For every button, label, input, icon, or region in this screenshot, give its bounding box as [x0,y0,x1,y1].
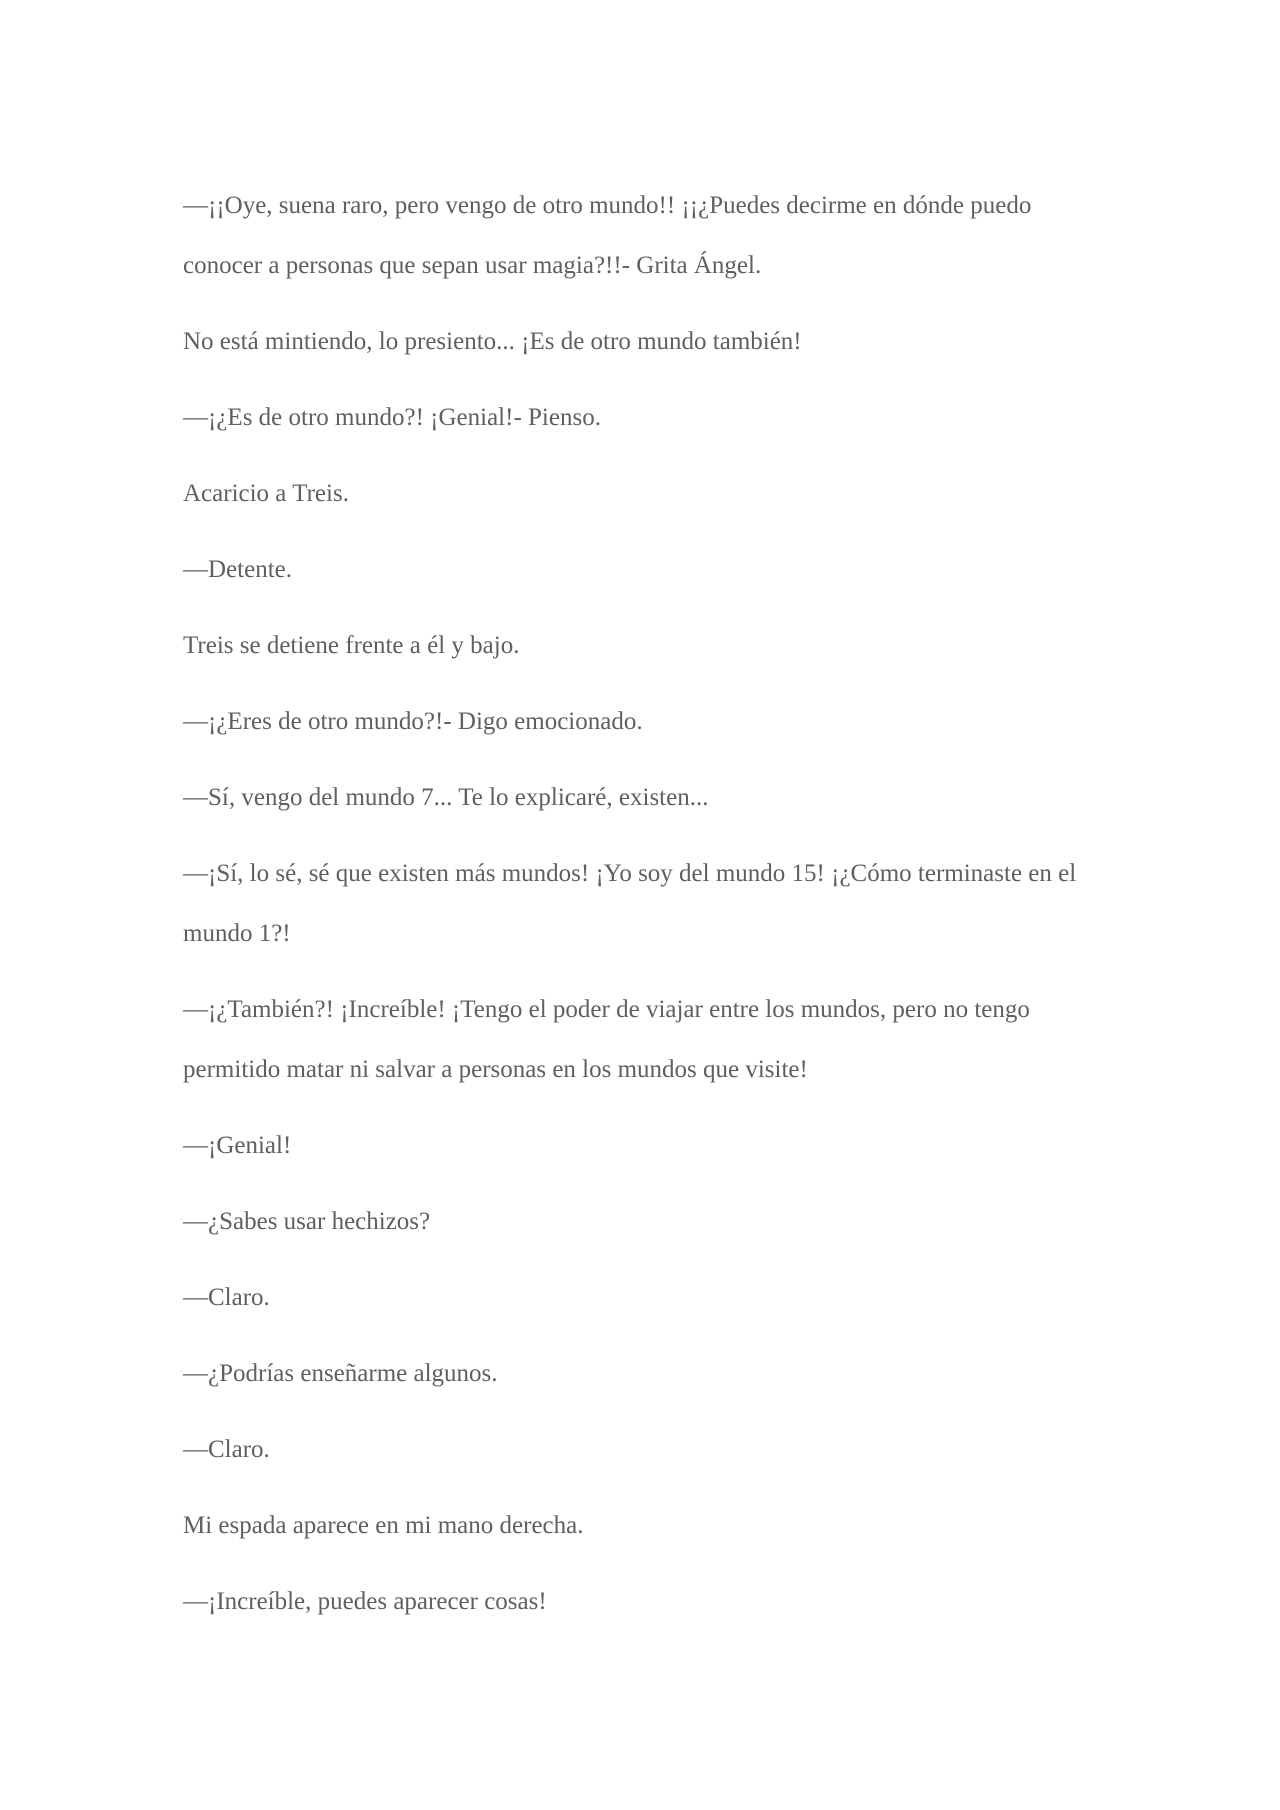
paragraph-1: —¡¡Oye, suena raro, pero vengo de otro mundo!! ¡¡¿Puedes decirme en dónde puedo conocer a personas que sepan usar magia?!!- Grita Ángel. [183,192,1032,279]
paragraph-11: —¡Genial! [183,1132,292,1159]
paragraph-7: —¡¿Eres de otro mundo?!- Digo emocionado. [183,708,643,735]
paragraph-2: No está mintiendo, lo presiento... ¡Es de otro mundo también! [183,328,802,355]
paragraph-9: —¡Sí, lo sé, sé que existen más mundos! ¡Yo soy del mundo 15! ¡¿Cómo terminaste en el mundo 1?! [183,860,1077,947]
paragraph-5: —Detente. [183,556,292,583]
paragraph-15: —Claro. [183,1436,270,1463]
paragraph-16: Mi espada aparece en mi mano derecha. [183,1512,584,1539]
document-body [183,176,1103,1648]
paragraph-10: —¡¿También?! ¡Increíble! ¡Tengo el poder de viajar entre los mundos, pero no tengo permitido matar ni salvar a personas en los mundos que visite! [183,996,1030,1083]
paragraph-6: Treis se detiene frente a él y bajo. [183,632,520,659]
paragraph-17: —¡Increíble, puedes aparecer cosas! [183,1588,547,1615]
paragraph-3: —¡¿Es de otro mundo?! ¡Genial!- Pienso. [183,404,601,431]
paragraph-8: —Sí, vengo del mundo 7... Te lo explicaré, existen... [183,784,709,811]
paragraph-12: —¿Sabes usar hechizos? [183,1208,431,1235]
paragraph-13: —Claro. [183,1284,270,1311]
paragraph-4: Acaricio a Treis. [183,480,349,507]
paragraph-14: —¿Podrías enseñarme algunos. [183,1360,498,1387]
